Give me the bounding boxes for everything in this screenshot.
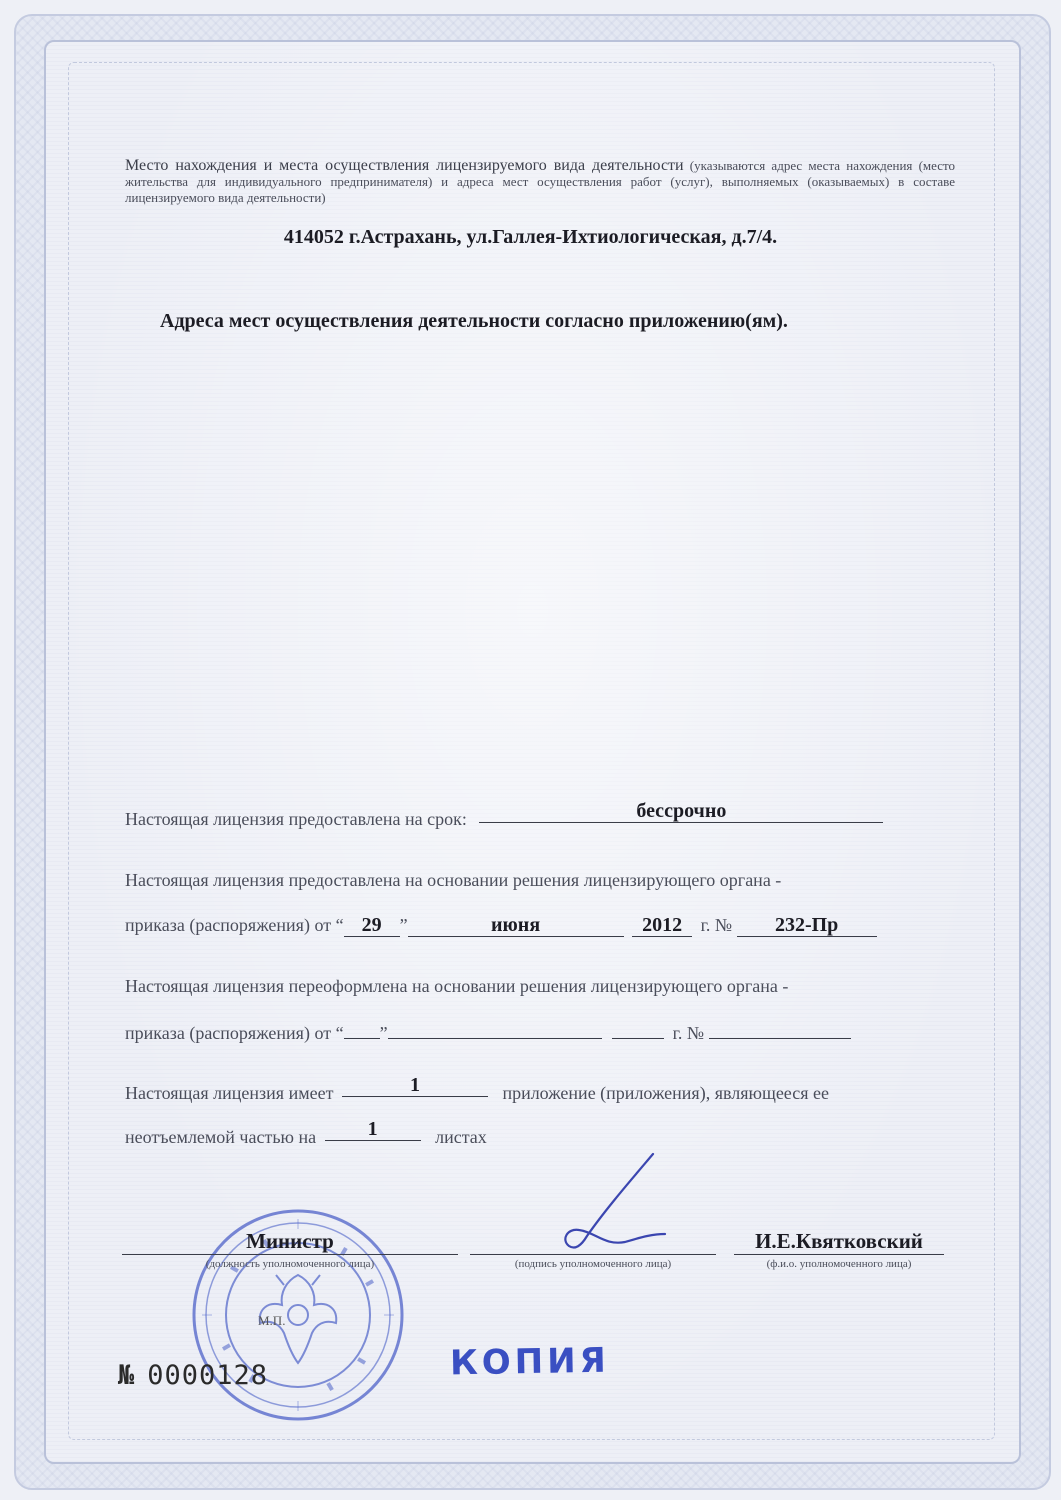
granted-line2 — [125, 914, 877, 937]
signature-caption: (подпись уполномоченного лица) — [514, 1258, 672, 1270]
position-caption: (должность уполномоченного лица) — [205, 1258, 375, 1270]
appendix-line2 — [125, 1118, 487, 1149]
reissued-line2 — [125, 1020, 851, 1044]
appendix-line2-suffix: листах — [435, 1127, 487, 1147]
reissued-prefix: приказа (распоряжения) от — [125, 1023, 332, 1043]
number-symbol: № — [118, 1360, 136, 1391]
reissued-year-blank — [612, 1020, 664, 1039]
term-row — [125, 800, 883, 831]
appendix-sheets: 1 — [325, 1118, 421, 1141]
granted-year: 2012 — [632, 914, 692, 937]
granted-year-suffix: г. № — [700, 915, 733, 935]
name-caption: (ф.и.о. уполномоченного лица) — [766, 1258, 912, 1270]
reissued-year-suffix: г. № — [672, 1023, 705, 1043]
copy-stamp: КОПИЯ — [449, 1340, 611, 1384]
granted-number: 232-Пр — [737, 914, 877, 937]
number-value: 0000128 — [147, 1360, 269, 1391]
name-value: И.Е.Квятковский — [734, 1228, 944, 1255]
places-note: Адреса мест осуществления деятельности согласно приложению(ям). — [160, 310, 788, 332]
appendix-prefix: Настоящая лицензия имеет — [125, 1083, 334, 1103]
location-intro-note: (указываются адрес места нахождения (место жительства для индивидуального предпринимателя) и адреса мест осуществления работ (услуг), выполняемых (оказываемых) в составе лицензируемого вида деятельности) — [125, 158, 956, 205]
license-address: 414052 г.Астрахань, ул.Галлея-Ихтиологическая, д.7/4. — [283, 226, 778, 248]
reissued-quote-open: “ — [335, 1023, 344, 1043]
seal-mark: М.П. — [258, 1313, 286, 1328]
location-intro-lead: Место нахождения и места осуществления лицензируемого вида деятельности — [125, 157, 684, 174]
appendix-line2-prefix: неотъемлемой частью на — [125, 1127, 317, 1147]
term-label: Настоящая лицензия предоставлена на срок: — [125, 809, 467, 829]
appendix-line1 — [125, 1074, 829, 1105]
granted-day: 29 — [344, 914, 400, 937]
granted-line1: Настоящая лицензия предоставлена на основании решения лицензирующего органа - — [125, 870, 782, 890]
reissued-quote-close: ” — [379, 1023, 388, 1043]
location-intro — [125, 158, 955, 206]
appendix-count: 1 — [342, 1074, 488, 1097]
reissued-line1: Настоящая лицензия переоформлена на основании решения лицензирующего органа - — [125, 976, 789, 996]
document-number — [118, 1360, 268, 1391]
granted-month: июня — [408, 914, 624, 937]
position-block — [122, 1228, 458, 1270]
appendix-suffix: приложение (приложения), являющееся ее — [502, 1083, 829, 1103]
granted-quote-open: “ — [335, 915, 344, 935]
reissued-number-blank — [709, 1020, 851, 1039]
name-block — [734, 1228, 944, 1270]
signature-block — [470, 1228, 716, 1270]
reissued-month-blank — [388, 1020, 602, 1039]
granted-quote-close: ” — [399, 915, 408, 935]
reissued-day-blank — [344, 1020, 380, 1039]
signature-line — [470, 1228, 716, 1255]
position-value: Министр — [122, 1228, 458, 1255]
term-value: бессрочно — [479, 800, 883, 823]
granted-prefix: приказа (распоряжения) от — [125, 915, 332, 935]
